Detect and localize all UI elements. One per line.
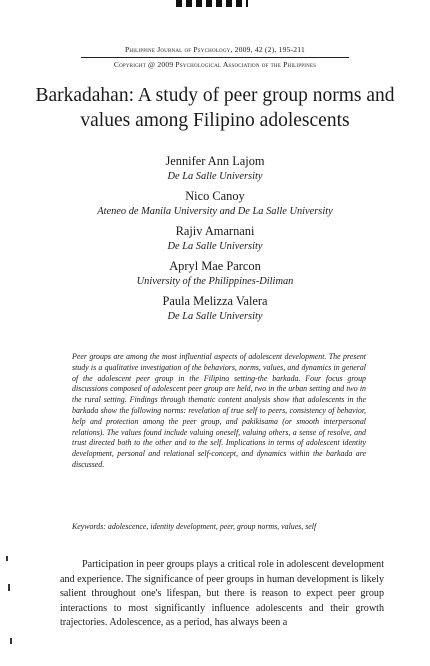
- abstract: Peer groups are among the most influential aspects of adolescent development. The present study is a qualitative investigation of the behaviors, norms, values, and dynamics in general of the adolescent peer group in the Filipino setting-the barkada. Four focus group discussions composed of adolescent peer group are held, two in the urban setting and two in the rural setting. Findings through thematic content analysis show that adolescents in the barkada show the following norms: revelation of true self to peers, consistency of behavior, help and protection among the peer group, and pakikisama (or smooth interpersonal relations). The values found include valuing oneself, valuing others, a sense of resolve, and trust directed both to the other and to the self. Implications in terms of adolescent identity development, personal and relational self-concept, and dynamics within the barkada are discussed.: [72, 352, 366, 469]
- journal-citation: Philippine Journal of Psychology, 2009, 42 (2), 195-211: [125, 45, 305, 54]
- author-list: [0, 152, 430, 327]
- author-name: Apryl Mae Parcon: [169, 259, 261, 273]
- author-name: Nico Canoy: [185, 189, 245, 203]
- margin-mark: [8, 584, 10, 591]
- author-affiliation: University of the Philippines-Diliman: [136, 276, 294, 287]
- author-name: Paula Melizza Valera: [162, 294, 268, 308]
- paper-title: Barkadahan: A study of peer group norms and values among Filipino adolescents: [35, 85, 395, 131]
- journal-header: [0, 44, 430, 71]
- author-block: [0, 187, 430, 218]
- author-name: Jennifer Ann Lajom: [165, 154, 265, 168]
- author-block: [0, 292, 430, 323]
- margin-mark: [6, 556, 8, 561]
- margin-mark: [10, 638, 12, 644]
- header-rule: [81, 57, 349, 58]
- journal-copyright: Copyright @ 2009 Psychological Association of the Philippines: [113, 60, 317, 69]
- author-affiliation: De La Salle University: [167, 241, 263, 252]
- author-affiliation: De La Salle University: [167, 311, 263, 322]
- author-block: [0, 257, 430, 288]
- scan-artifact: [176, 0, 248, 7]
- author-affiliation: Ateneo de Manila University and De La Salle University: [97, 206, 333, 217]
- author-block: [0, 152, 430, 183]
- author-affiliation: De La Salle University: [167, 171, 263, 182]
- keywords: Keywords: adolescence, identity development, peer, group norms, values, self: [72, 522, 317, 531]
- author-block: [0, 222, 430, 253]
- body-paragraph: Participation in peer groups plays a critical role in adolescent development and experience. The significance of peer groups in human development is likely salient throughout one's lifespan, but there is reason to expect peer group interactions to most significantly influence adolescents and their growth trajectories. Adolescence, as a period, has always been a: [60, 559, 384, 629]
- author-name: Rajiv Amarnani: [175, 224, 255, 238]
